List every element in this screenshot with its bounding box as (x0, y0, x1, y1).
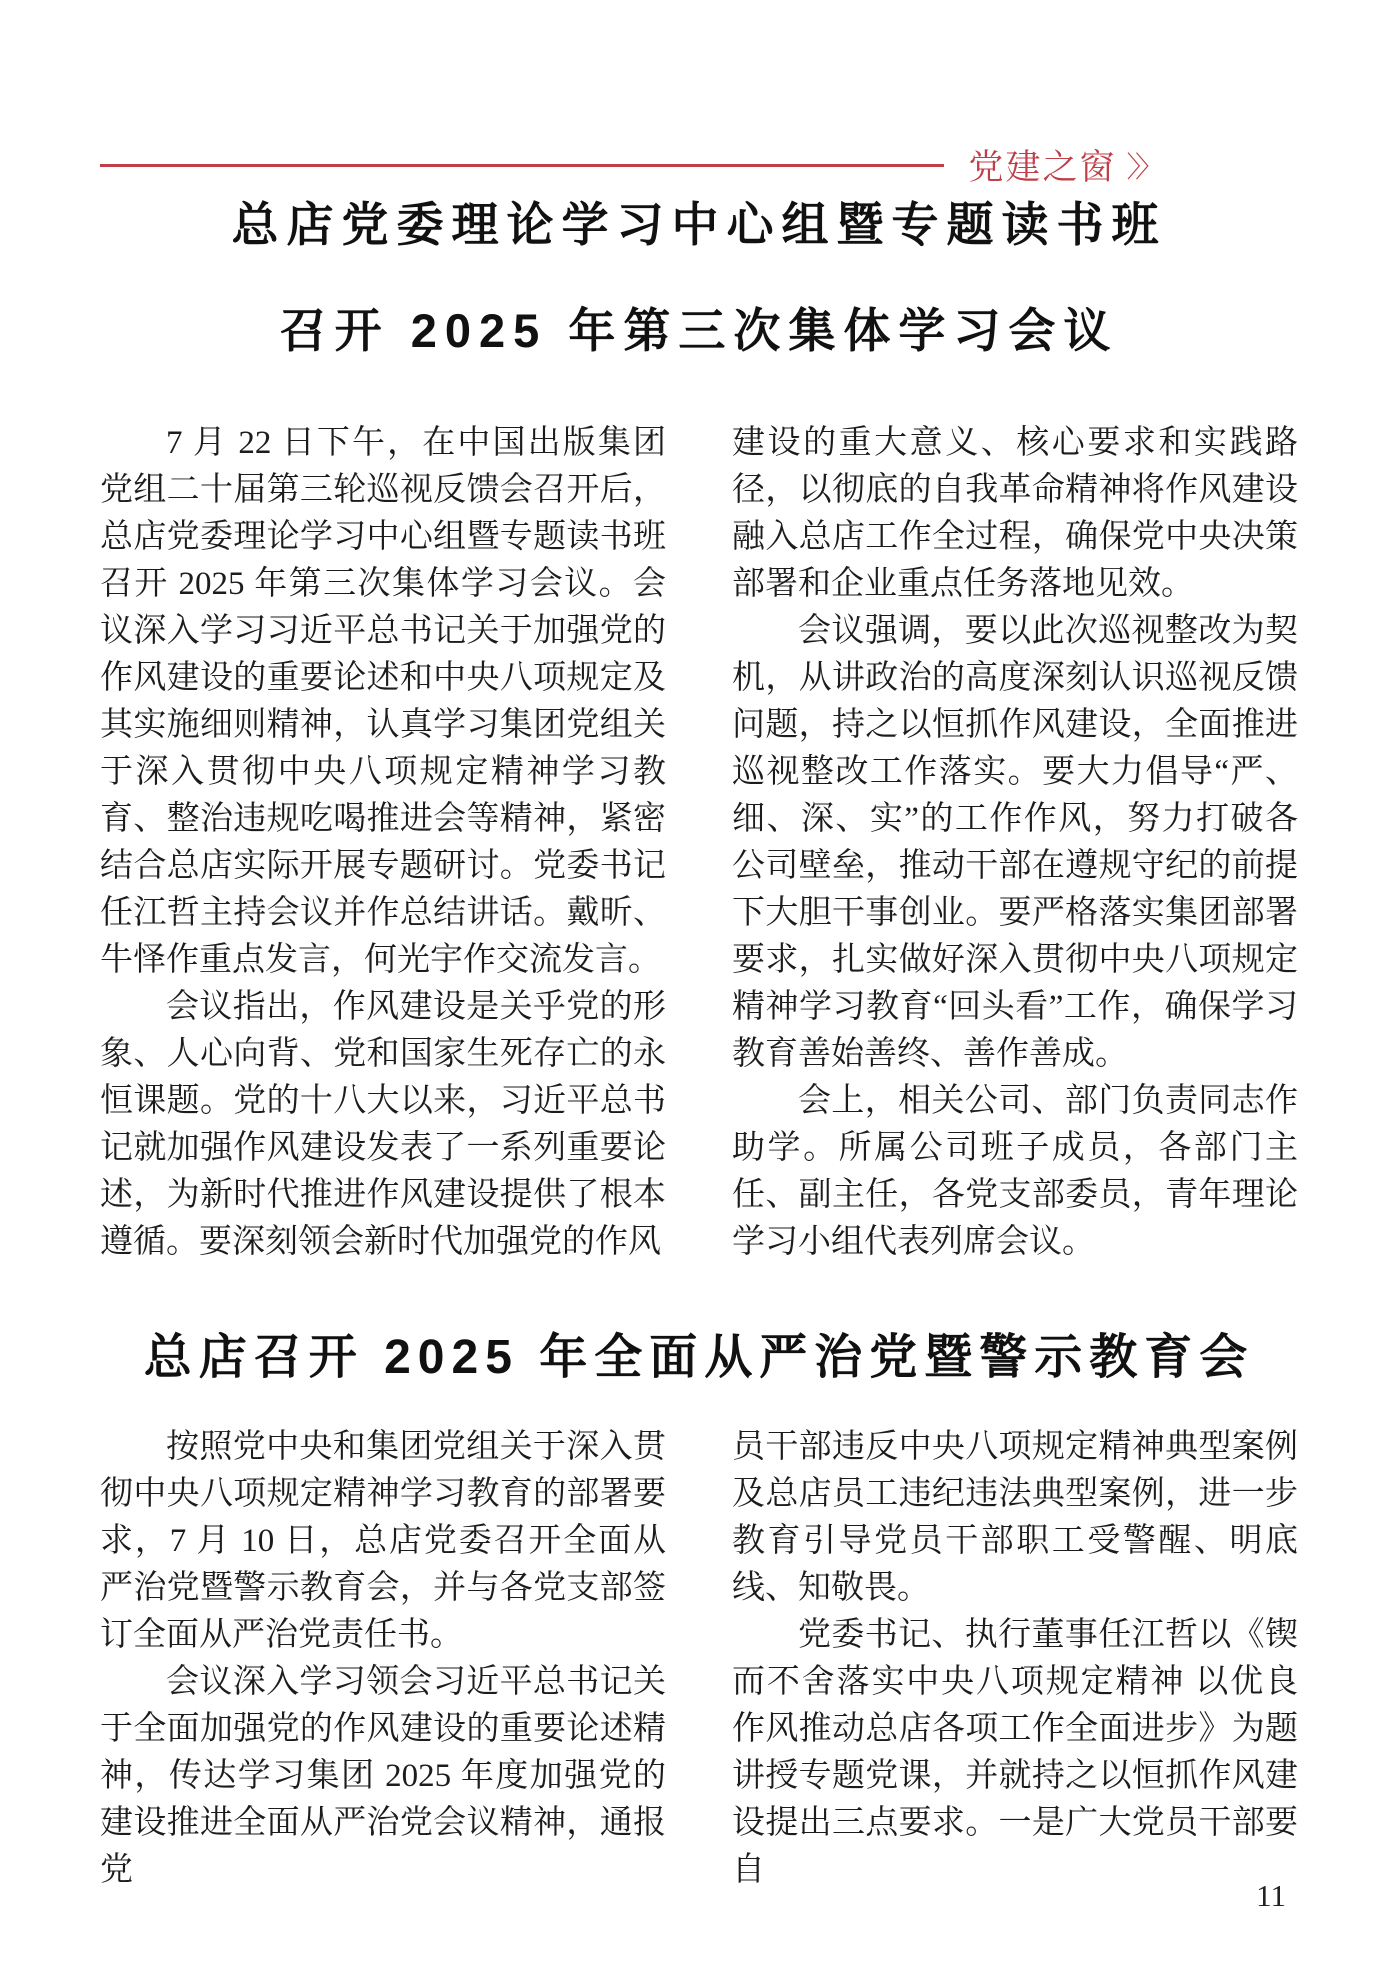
paragraph: 会议指出，作风建设是关乎党的形象、人心向背、党和国家生死存亡的永恒课题。党的十八大以来，习近平总书记就加强作风建设发表了一系列重要论述，为新时代推进作风建设提供了根本遵循。要深刻领会新时代加强党的作风 (100, 989, 666, 1260)
paragraph-continuation: 员干部违反中央八项规定精神典型案例及总店员工违纪违法典型案例，进一步教育引导党员干部职工受警醒、明底线、知敬畏。 (732, 1429, 1298, 1606)
article2-title: 总店召开 2025 年全面从严治党暨警示教育会 (143, 1331, 1255, 1384)
section-label: 党建之窗 (968, 148, 1117, 187)
article2-left-column (100, 1424, 666, 1894)
article1-body (100, 420, 1298, 1266)
paragraph: 会上，相关公司、部门负责同志作助学。所属公司班子成员，各部门主任、副主任，各党支部委员，青年理论学习小组代表列席会议。 (732, 1083, 1298, 1260)
paragraph: 党委书记、执行董事任江哲以《锲而不舍落实中央八项规定精神 以优良作风推动总店各项工作全面进步》为题讲授专题党课，并就持之以恒抓作风建设提出三点要求。一是广大党员干部要自 (732, 1617, 1298, 1888)
paragraph-continuation: 建设的重大意义、核心要求和实践路径，以彻底的自我革命精神将作风建设融入总店工作全过程，确保党中央决策部署和企业重点任务落地见效。 (732, 425, 1298, 602)
paragraph: 会议强调，要以此次巡视整改为契机，从讲政治的高度深刻认识巡视反馈问题，持之以恒抓作风建设，全面推进巡视整改工作落实。要大力倡导“严、细、深、实”的工作作风，努力打破各公司壁垒，推动干部在遵规守纪的前提下大胆干事创业。要严格落实集团部署要求，扎实做好深入贯彻中央八项规定精神学习教育“回头看”工作，确保学习教育善始善终、善作善成。 (732, 613, 1298, 1072)
page-number: 11 (1256, 1878, 1286, 1913)
article1-title (0, 172, 1398, 384)
paragraph: 会议深入学习领会习近平总书记关于全面加强党的作风建设的重要论述精神，传达学习集团 2025 年度加强党的建设推进全面从严治党会议精神，通报党 (100, 1664, 666, 1888)
paragraph: 按照党中央和集团党组关于深入贯彻中央八项规定精神学习教育的部署要求，7 月 10 日，总店党委召开全面从严治党暨警示教育会，并与各党支部签订全面从严治党责任书。 (100, 1429, 666, 1653)
double-chevron-icon: 〉〉 (1126, 151, 1158, 184)
article1-title-line1: 总店党委理论学习中心组暨专题读书班 (231, 198, 1167, 251)
article1-right-column (732, 420, 1298, 1266)
article2-body (100, 1424, 1298, 1894)
article1-left-column (100, 420, 666, 1266)
paragraph: 7 月 22 日下午，在中国出版集团党组二十届第三轮巡视反馈会召开后，总店党委理论学习中心组暨专题读书班召开 2025 年第三次集体学习会议。会议深入学习习近平总书记关于加强党的作风建设的重要论述和中央八项规定及其实施细则精神，认真学习集团党组关于深入贯彻中央八项规定精神学习教育、整治违规吃喝推进会等精神，紧密结合总店实际开展专题研讨。党委书记任江哲主持会议并作总结讲话。戴昕、牛怿作重点发言，何光宇作交流发言。 (100, 425, 666, 978)
article2-right-column (732, 1424, 1298, 1894)
header-rule-line (100, 164, 944, 167)
article1-title-line2: 召开 2025 年第三次集体学习会议 (279, 304, 1119, 357)
